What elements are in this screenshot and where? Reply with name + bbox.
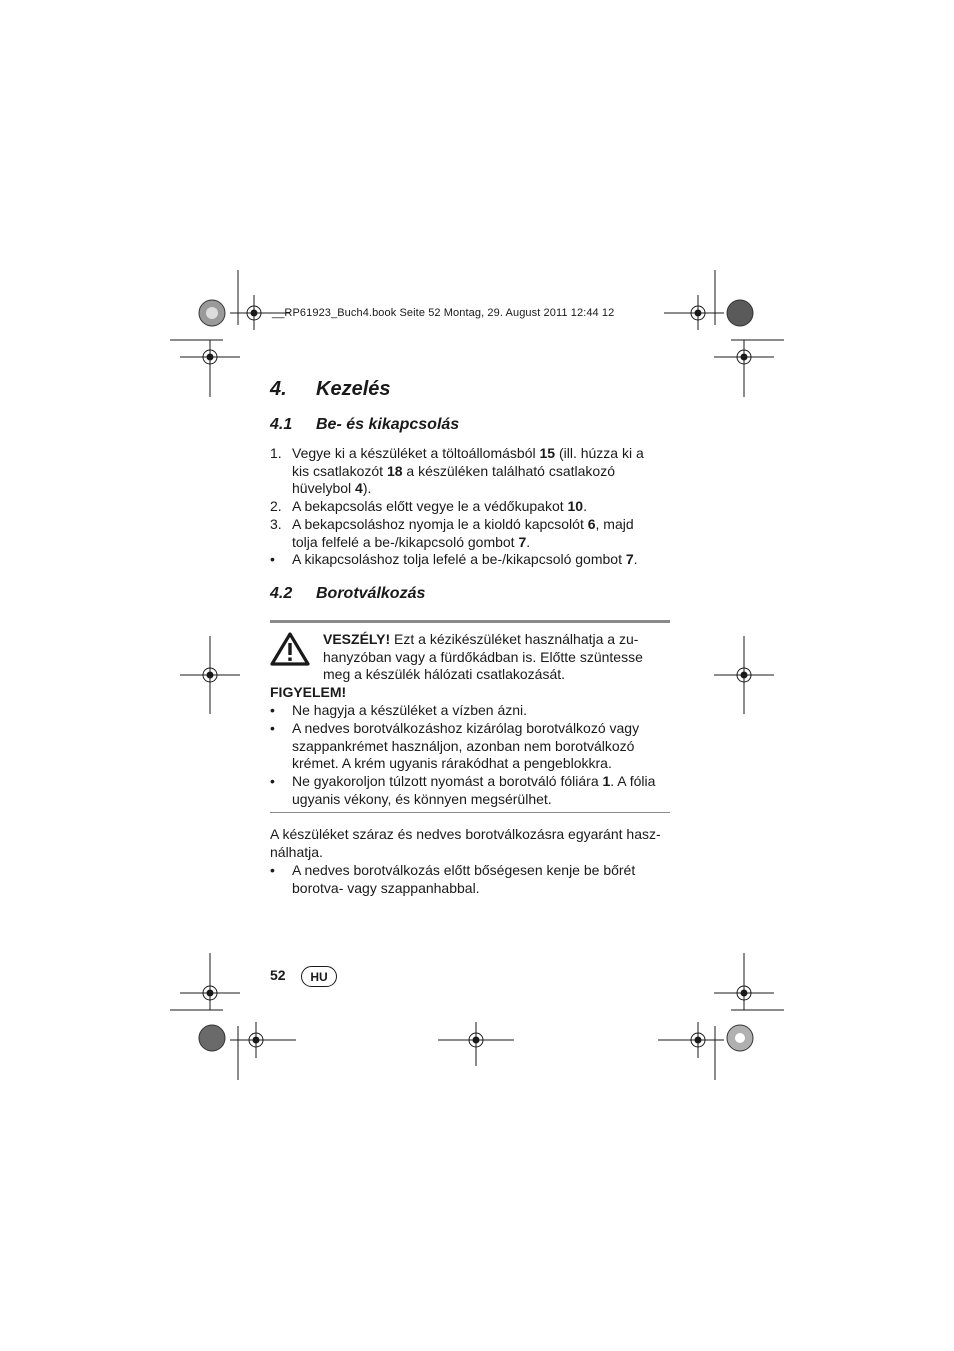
list-line: Ne gyakoroljon túlzott nyomást a borotváló fóliára 1. A fólia [292,773,656,789]
list-line: A nedves borotválkozáshoz kizárólag borotválkozó vagy [292,720,640,736]
list-line: A nedves borotválkozás előtt bőségesen kenje be bőrét [292,862,636,878]
subsection-title: Be- és kikapcsolás [316,416,460,433]
list-marker: • [270,862,275,878]
section-heading [270,378,391,401]
list-line: A bekapcsoláshoz nyomja le a kioldó kapcsolót 6, majd [292,516,634,532]
list-marker: 1. [270,445,282,461]
subsection-title: Borotválkozás [316,585,426,602]
list-line: krémet. A krém ugyanis rárakódhat a pengeblokkra. [292,755,612,772]
warning-top-rule [270,620,670,623]
list-line: Vegye ki a készüléket a töltoállomásból 15 (ill. húzza ki a [292,445,644,461]
list-marker: • [270,773,275,789]
list-marker: • [270,551,275,567]
body-paragraph: A készüléket száraz és nedves borotválkozásra egyaránt hasz- nálhatja. [270,826,661,860]
language-badge: HU [301,966,337,987]
list-line: A kikapcsoláshoz tolja lefelé a be-/kikapcsoló gombot 7. [292,551,638,567]
list-line: hüvelybol 4). [292,480,372,497]
list-line: kis csatlakozót 18 a készüléken található csatlakozó [292,462,615,479]
list-line: tolja felfelé a be-/kikapcsoló gombot 7. [292,533,531,550]
list-line: szappankrémet használjon, azonban nem borotválkozó [292,737,635,754]
book-header-info: __RP61923_Buch4.book Seite 52 Montag, 29. August 2011 12:44 12 [272,307,615,319]
list-marker: 2. [270,498,282,514]
section-number: 4. [270,378,287,400]
list-line: A bekapcsolás előtt vegye le a védőkupakot 10. [292,498,587,514]
list-line: borotva- vagy szappanhabbal. [292,879,480,896]
subsection-heading-4-2 [270,585,425,603]
danger-notice: VESZÉLY! Ezt a kézikészüléket használhatja a zu- hanyzóban vagy a fürdőkádban is. Előtte szüntesse meg a készülék hálózati csatlakozását. [323,631,643,683]
list-marker: • [270,702,275,718]
page-number: 52 [270,967,286,983]
subsection-heading-4-1 [270,416,459,434]
warning-bottom-rule [270,812,670,813]
subsection-number: 4.1 [270,416,293,433]
subsection-number: 4.2 [270,585,293,602]
list-line: Ne hagyja a készüléket a vízben ázni. [292,702,528,718]
attention-label: FIGYELEM! [270,684,347,700]
danger-label: VESZÉLY! [323,631,391,647]
list-line: ugyanis vékony, és könnyen megsérülhet. [292,790,552,807]
section-title: Kezelés [316,378,391,400]
warning-triangle-icon [270,632,310,666]
list-marker: • [270,720,275,736]
list-marker: 3. [270,516,282,532]
